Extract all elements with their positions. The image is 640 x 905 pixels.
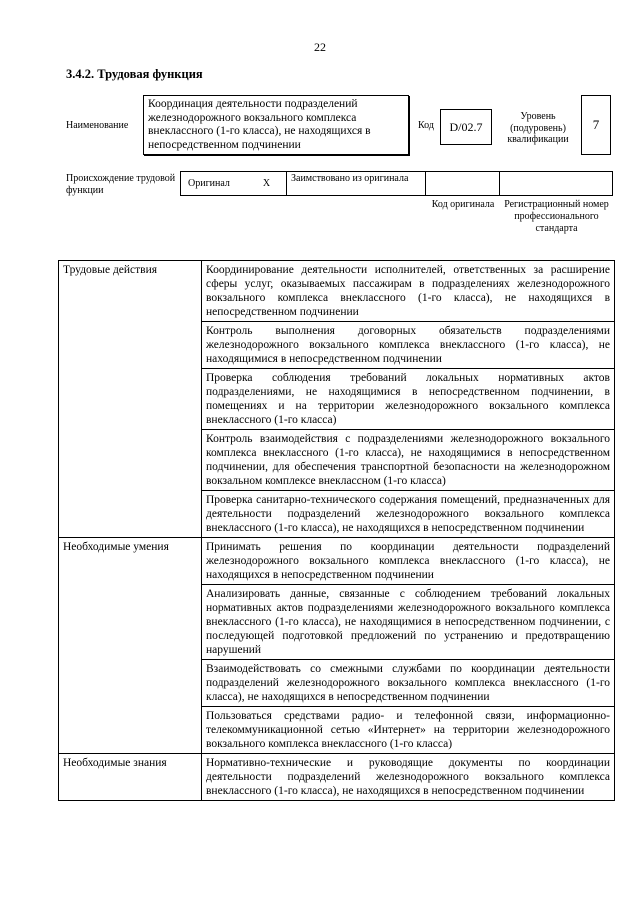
original-label: Оригинал: [180, 171, 247, 196]
section-title-cell: Трудовые действия: [59, 261, 202, 538]
table-cell: Взаимодействовать со смежными службами по координации деятельности подразделений железнодорожного вокзального комплекса внеклассного (1-го класса), не находящихся в непосредственном подчинении: [202, 660, 615, 707]
table-cell: Пользоваться средствами радио- и телефонной связи, информационно-телекоммуникационной сетью «Интернет» на территории железнодорожного вокзального комплекса внеклассного (1-го класса): [202, 707, 615, 754]
page-number: 22: [314, 40, 326, 54]
table-cell: Контроль выполнения договорных обязательств подразделениями железнодорожного вокзального комплекса внеклассного (1-го класса), не находящимися в непосредственном подчинении: [202, 322, 615, 369]
original-mark: X: [247, 171, 287, 196]
function-name-box: Координация деятельности подразделений железнодорожного вокзального комплекса внеклассного (1-го класса), не находящихся в непосредственном подчинении: [143, 95, 409, 155]
table-cell: Проверка санитарно-технического содержания помещений, предназначенных для деятельности подразделений железнодорожного вокзального комплекса внеклассного (1-го класса), не находящихся в непосредственном подчинении: [202, 491, 615, 538]
section-title-cell: Необходимые знания: [59, 754, 202, 801]
function-details-body: [59, 261, 615, 801]
table-cell: Нормативно-технические и руководящие документы по координации деятельности подразделений железнодорожного вокзального комплекса внеклассного (1-го класса), не находящихся в непосредственном подчинении: [202, 754, 615, 801]
origin-table: [180, 171, 613, 196]
table-cell: Контроль взаимодействия с подразделениями железнодорожного вокзального комплекса внеклассного (1-го класса), не находящимися в непосредственном подчинении, для обеспечения транспортной безопасности на железнодорожном вокзальном комплексе внеклассном (1-го класса): [202, 430, 615, 491]
level-value-box: 7: [581, 95, 611, 155]
table-cell: Проверка соблюдения требований локальных нормативных актов подразделениями, не находящимися в непосредственном подчинении, в помещениях и на территории железнодорожного вокзального комплекса внеклассного (1-го класса): [202, 369, 615, 430]
table-row: [59, 261, 615, 322]
section-title-cell: Необходимые умения: [59, 538, 202, 754]
code-value-box: D/02.7: [440, 109, 492, 145]
name-label: Наименование: [66, 120, 129, 131]
level-label: Уровень (подуровень) квалификации: [507, 111, 569, 145]
reg-number-label: Регистрационный номер профессионального стандарта: [504, 199, 609, 234]
table-row: [59, 538, 615, 585]
origin-label: Происхождение трудовой функции: [66, 173, 176, 196]
table-cell: Принимать решения по координации деятельности подразделений железнодорожного вокзального комплекса внеклассного (1-го класса), не находящихся в непосредственном подчинении: [202, 538, 615, 585]
section-title: 3.4.2. Трудовая функция: [66, 67, 203, 81]
table-row: [59, 754, 615, 801]
borrowed-label: Заимствовано из оригинала: [287, 171, 426, 196]
code-original-label: Код оригинала: [431, 199, 495, 210]
function-details-table: [58, 260, 615, 801]
table-cell: Анализировать данные, связанные с соблюдением требований локальных нормативных актов подразделениями железнодорожного вокзального комплекса внеклассного (1-го класса), не находящимися в непосредственном подчинении, с последующей подготовкой предложений по устранению и предотвращению нарушений: [202, 585, 615, 660]
code-original-cell: [426, 171, 500, 196]
table-cell: Координирование деятельности исполнителей, ответственных за расширение сферы услуг, оказываемых пассажирам в подразделениях железнодорожного вокзального комплекса внеклассного (1-го класса), не находящихся в непосредственном подчинении: [202, 261, 615, 322]
reg-number-cell: [500, 171, 613, 196]
code-label: Код: [418, 120, 434, 131]
